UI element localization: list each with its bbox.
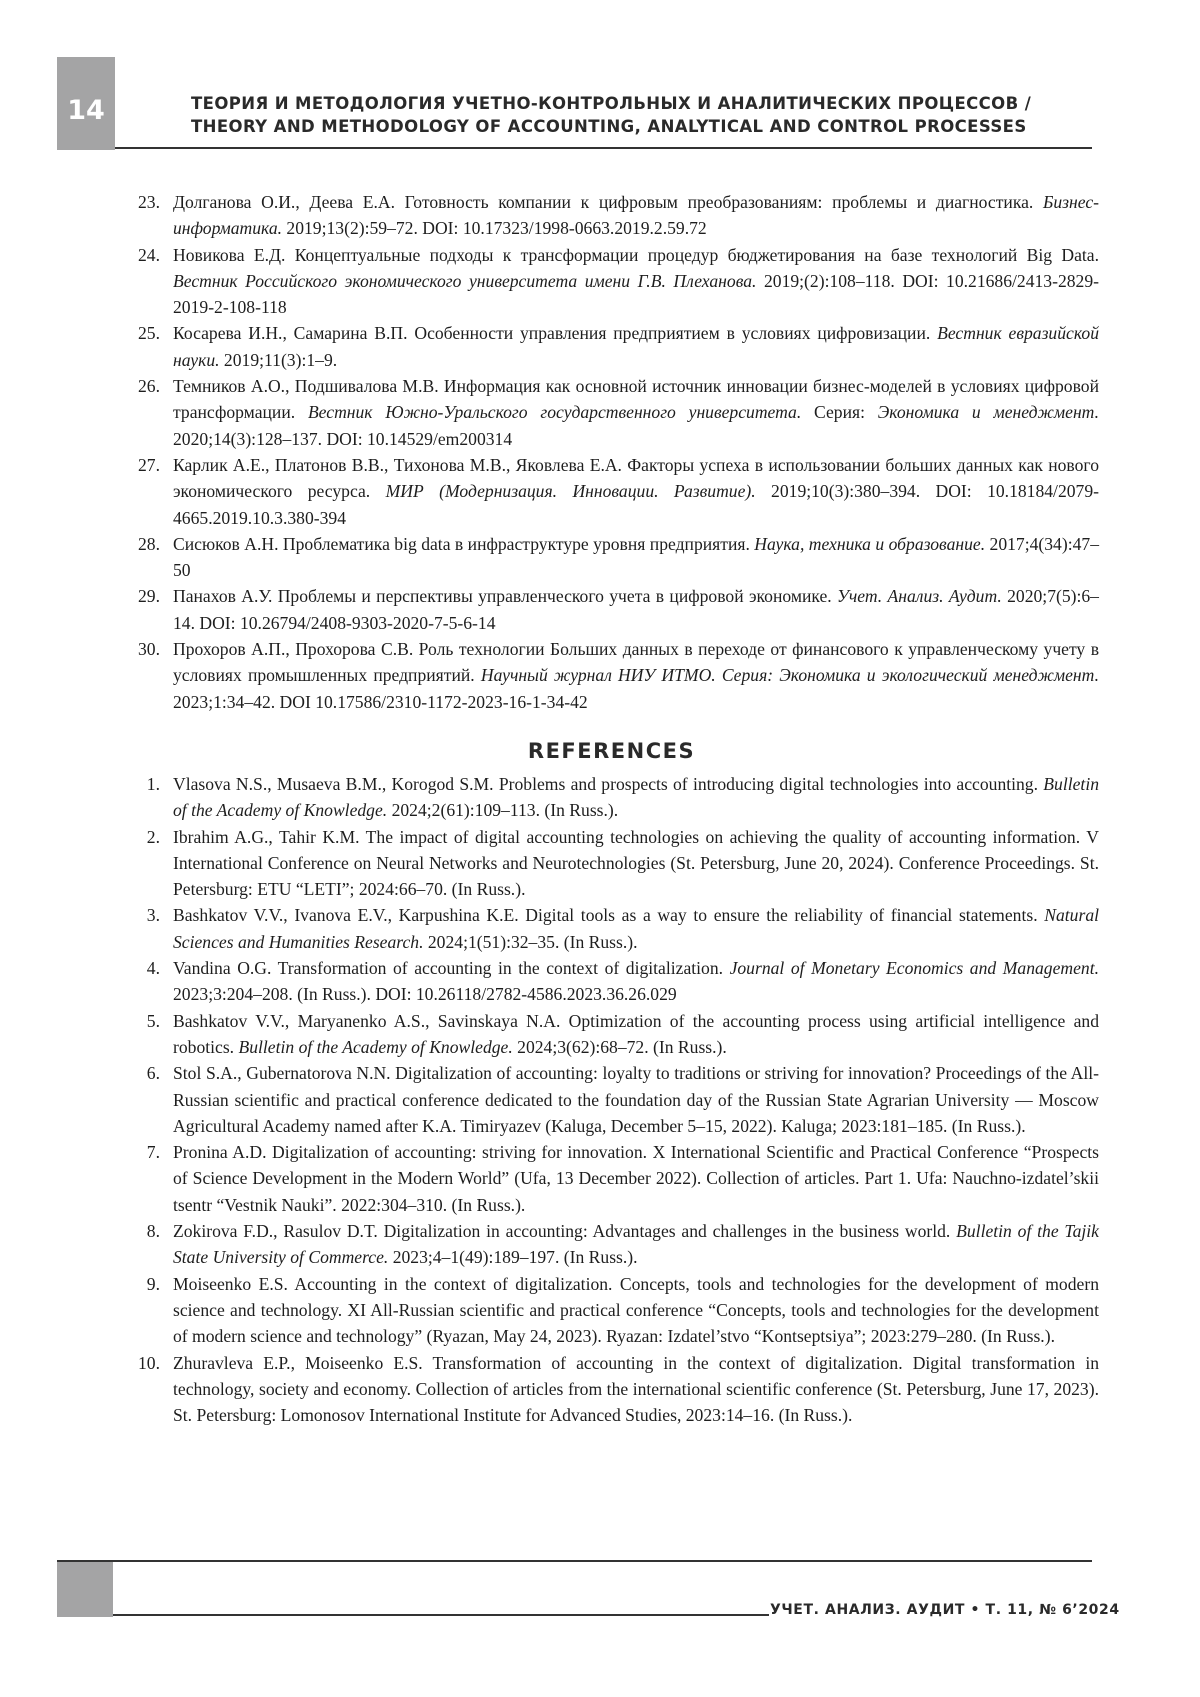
reference-text: Ibrahim A.G., Tahir K.M. The impact of digital accounting technologies on achieving the quality of accounting information. V International Conference on Neural Networks and Neurotechnologies (St. Petersburg, June 20, 2024). Conference Proceedings. St. Petersburg: ETU “LETI”; 2024:66–70. (In Russ.). bbox=[173, 826, 1099, 900]
reference-number: 10. bbox=[138, 1352, 160, 1373]
reference-text: Vandina O.G. Transformation of accounting in the context of digitalization. Journal of Monetary Economics and Management. 2023;3:204–208. (In Russ.). DOI: 10.26118/2782-4586.2023.36.26.029 bbox=[173, 958, 1099, 1005]
reference-text: Zokirova F.D., Rasulov D.T. Digitalization in accounting: Advantages and challenges in the business world. Bulletin of the Tajik State University of Commerce. 2023;4–1(49):189–197. (In Russ.). bbox=[173, 1221, 1099, 1268]
reference-number: 25. bbox=[138, 323, 160, 344]
reference-number: 26. bbox=[138, 376, 160, 397]
reference-number: 30. bbox=[138, 639, 160, 660]
footer-bottom-rule bbox=[113, 1614, 769, 1616]
reference-item bbox=[124, 955, 1099, 1008]
reference-number: 2. bbox=[146, 826, 160, 847]
reference-item bbox=[124, 320, 1099, 373]
reference-item bbox=[124, 531, 1099, 584]
reference-text: Новикова Е.Д. Концептуальные подходы к трансформации процедур бюджетирования на базе технологий Big Data. Вестник Российского экономического университета имени Г.В. Плеханова. 2019;(2):108–118. DOI: 10.21686/2413-2829-2019-2-108-118 bbox=[173, 244, 1099, 318]
reference-item bbox=[124, 583, 1099, 636]
header-rule bbox=[115, 147, 1092, 149]
reference-text: Прохоров А.П., Прохорова С.В. Роль технологии Больших данных в переходе от финансового к управленческому учету в условиях промышленных предприятий. Научный журнал НИУ ИТМО. Серия: Экономика и экологический менеджмент. 2023;1:34–42. DOI 10.17586/2310-1172-2023-16-1-34-42 bbox=[173, 639, 1099, 712]
reference-journal: Бизнес-информатика. bbox=[173, 192, 1099, 239]
reference-item bbox=[124, 189, 1099, 242]
reference-journal: Bulletin of the Tajik State University of Commerce. bbox=[173, 1221, 1099, 1268]
reference-text: Vlasova N.S., Musaeva B.M., Korogod S.M. Problems and prospects of introducing digital technologies into accounting. Bulletin of the Academy of Knowledge. 2024;2(61):109–113. (In Russ.). bbox=[173, 774, 1099, 821]
reference-item bbox=[124, 452, 1099, 531]
reference-item bbox=[124, 1350, 1099, 1429]
reference-item bbox=[124, 636, 1099, 715]
reference-number: 8. bbox=[146, 1221, 160, 1242]
reference-item bbox=[124, 1008, 1099, 1061]
reference-number: 24. bbox=[138, 244, 160, 265]
reference-item bbox=[124, 824, 1099, 903]
reference-journal: Вестник евразийской науки. bbox=[173, 323, 1099, 370]
reference-text: Bashkatov V.V., Ivanova E.V., Karpushina K.E. Digital tools as a way to ensure the reliability of financial statements. Natural Sciences and Humanities Research. 2024;1(51):32–35. (In Russ.). bbox=[173, 905, 1099, 952]
reference-number: 27. bbox=[138, 454, 160, 475]
reference-journal: Bulletin of the Academy of Knowledge. bbox=[238, 1036, 513, 1057]
footer-page-block bbox=[57, 1562, 113, 1617]
reference-journal: Вестник Российского экономического университета имени Г.В. Плеханова. bbox=[173, 270, 757, 291]
reference-number: 7. bbox=[146, 1142, 160, 1163]
reference-text: Панахов А.У. Проблемы и перспективы управленческого учета в цифровой экономике. Учет. Анализ. Аудит. 2020;7(5):6–14. DOI: 10.26794/2408-9303-2020-7-5-6-14 bbox=[173, 586, 1099, 633]
reference-text: Zhuravleva E.P., Moiseenko E.S. Transformation of accounting in the context of digitalization. Digital transformation in technology, society and economy. Collection of articles from the international scientific conference (St. Petersburg, June 17, 2023). St. Petersburg: Lomonosov International Institute for Advanced Studies, 2023:14–16. (In Russ.). bbox=[173, 1352, 1099, 1426]
reference-text: Pronina A.D. Digitalization of accounting: striving for innovation. X International Scientific and Practical Conference “Prospects of Science Development in the Modern World” (Ufa, 13 December 2022). Collection of articles. Part 1. Ufa: Nauchno-izdatel’skii tsentr “Vestnik Nauki”. 2022:304–310. (In Russ.). bbox=[173, 1142, 1099, 1215]
reference-item bbox=[124, 1271, 1099, 1350]
running-header-en: THEORY AND METHODOLOGY OF ACCOUNTING, ANALYTICAL AND CONTROL PROCESSES bbox=[191, 117, 1027, 136]
reference-text: Moiseenko E.S. Accounting in the context of digitalization. Concepts, tools and technologies for the development of modern science and technology. XI All-Russian scientific and practical conference “Concepts, tools and technologies for the development of modern science and technology” (Ryazan, May 24, 2023). Ryazan: Izdatel’stvo “Kontseptsiya”; 2023:279–280. (In Russ.). bbox=[173, 1273, 1099, 1347]
reference-journal: Экономика и менеджмент. bbox=[877, 402, 1099, 423]
reference-journal: Учет. Анализ. Аудит. bbox=[837, 586, 1002, 607]
page-number: 14 bbox=[67, 95, 105, 126]
reference-journal: Наука, техника и образование. bbox=[754, 533, 986, 554]
reference-number: 1. bbox=[146, 774, 160, 794]
reference-item bbox=[124, 771, 1099, 824]
reference-text: Bashkatov V.V., Maryanenko A.S., Savinskaya N.A. Optimization of the accounting process using artificial intelligence and robotics. Bulletin of the Academy of Knowledge. 2024;3(62):68–72. (In Russ.). bbox=[173, 1010, 1099, 1057]
reference-item bbox=[124, 242, 1099, 321]
running-header-ru: ТЕОРИЯ И МЕТОДОЛОГИЯ УЧЕТНО-КОНТРОЛЬНЫХ И АНАЛИТИЧЕСКИХ ПРОЦЕССОВ / bbox=[191, 94, 1032, 113]
reference-journal: МИР (Модернизация. Инновации. Развитие). bbox=[385, 481, 756, 502]
reference-journal: Natural Sciences and Humanities Research. bbox=[173, 905, 1099, 952]
reference-item bbox=[124, 373, 1099, 452]
reference-number: 4. bbox=[146, 958, 160, 979]
running-header bbox=[191, 92, 1151, 138]
footer-top-rule bbox=[57, 1560, 1092, 1562]
reference-number: 29. bbox=[138, 586, 160, 607]
russian-reference-list bbox=[124, 189, 1099, 715]
reference-journal: Bulletin of the Academy of Knowledge. bbox=[173, 774, 1099, 821]
references-heading: REFERENCES bbox=[527, 739, 696, 763]
footer-journal-info: УЧЕТ. АНАЛИЗ. АУДИТ • Т. 11, № 6’2024 bbox=[770, 1602, 1120, 1618]
reference-item bbox=[124, 902, 1099, 955]
reference-item bbox=[124, 1218, 1099, 1271]
reference-text: Темников А.О., Подшивалова М.В. Информация как основной источник инновации бизнес-моделей в условиях цифровой трансформации. Вестник Южно-Уральского государственного университета. Серия: Экономика и менеджмент. 2020;14(3):128–137. DOI: 10.14529/em200314 bbox=[173, 376, 1099, 449]
reference-text: Stol S.A., Gubernatorova N.N. Digitalization of accounting: loyalty to traditions or striving for innovation? Proceedings of the All-Russian scientific and practical conference dedicated to the foundation day of the Russian State Agrarian University — Moscow Agricultural Academy named after K.A. Timiryazev (Kaluga, December 5–15, 2022). Kaluga; 2023:181–185. (In Russ.). bbox=[173, 1063, 1099, 1136]
reference-text: Карлик А.Е., Платонов В.В., Тихонова М.В., Яковлева Е.А. Факторы успеха в использовании больших данных как нового экономического ресурса. МИР (Модернизация. Инновации. Развитие). 2019;10(3):380–394. DOI: 10.18184/2079-4665.2019.10.3.380-394 bbox=[173, 454, 1099, 528]
reference-number: 3. bbox=[146, 905, 160, 926]
reference-number: 23. bbox=[138, 192, 160, 212]
reference-text: Косарева И.Н., Самарина В.П. Особенности управления предприятием в условиях цифровизации. Вестник евразийской науки. 2019;11(3):1–9. bbox=[173, 323, 1099, 370]
reference-journal: Научный журнал НИУ ИТМО. Серия: Экономика и экологический менеджмент. bbox=[480, 665, 1099, 686]
english-reference-list bbox=[124, 771, 1099, 1428]
reference-text: Сисюков А.Н. Проблематика big data в инфраструктуре уровня предприятия. Наука, техника и образование. 2017;4(34):47–50 bbox=[173, 533, 1099, 581]
reference-number: 5. bbox=[146, 1010, 160, 1031]
reference-item bbox=[124, 1139, 1099, 1218]
reference-journal: Вестник Южно-Уральского государственного университета. bbox=[307, 402, 802, 423]
reference-item bbox=[124, 1060, 1099, 1139]
reference-text: Долганова О.И., Деева Е.А. Готовность компании к цифровым преобразованиям: проблемы и диагностика. Бизнес-информатика. 2019;13(2):59–72. DOI: 10.17323/1998-0663.2019.2.59.72 bbox=[173, 192, 1099, 239]
reference-number: 9. bbox=[146, 1273, 160, 1294]
reference-number: 6. bbox=[146, 1063, 160, 1084]
reference-number: 28. bbox=[138, 533, 160, 554]
reference-journal: Journal of Monetary Economics and Management. bbox=[729, 958, 1099, 979]
